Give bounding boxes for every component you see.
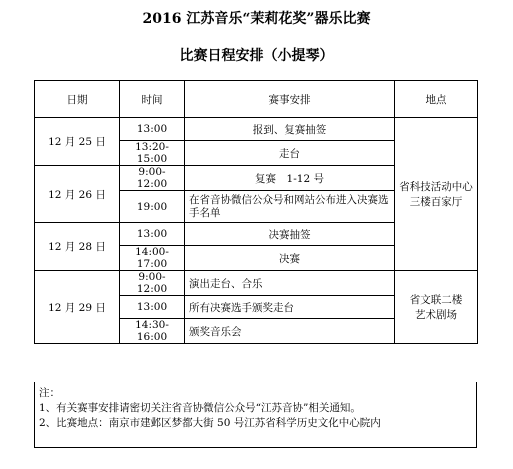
time-cell: 9:00-12:00 [120, 166, 185, 191]
header-schedule: 赛事安排 [185, 81, 395, 118]
event-cell: 演出走台、合乐 [185, 271, 395, 296]
time-cell: 13:00 [120, 118, 185, 141]
header-time: 时间 [120, 81, 185, 118]
date-cell: 12 月 25 日 [35, 118, 120, 166]
event-cell: 走台 [185, 141, 395, 166]
date-cell: 12 月 26 日 [35, 166, 120, 223]
location-line: 艺术剧场 [415, 309, 457, 321]
date-cell: 12 月 28 日 [35, 223, 120, 271]
event-cell: 决赛抽签 [185, 223, 395, 246]
location-line: 省文联二楼 [409, 294, 463, 306]
table-row [35, 271, 478, 296]
event-cell: 在省音协微信公众号和网站公布进入决赛选手名单 [185, 191, 395, 223]
table-row [35, 118, 478, 141]
note-item: 2、比赛地点：南京市建邺区梦都大街 50 号江苏省科学历史文化中心院内 [39, 417, 381, 429]
time-cell: 14:00-17:00 [120, 246, 185, 271]
time-cell: 19:00 [120, 191, 185, 223]
location-cell [395, 118, 478, 271]
time-cell: 14:30-16:00 [120, 319, 185, 344]
page-subtitle: 比赛日程安排（小提琴） [179, 48, 334, 64]
note-item: 1、有关赛事安排请密切关注省音协微信公众号“江苏音协”相关通知。 [39, 402, 361, 414]
time-cell: 9:00-12:00 [120, 271, 185, 296]
event-cell: 复赛 1-12 号 [185, 166, 395, 191]
schedule-table [34, 80, 478, 344]
event-cell: 报到、复赛抽签 [185, 118, 395, 141]
time-cell: 13:00 [120, 223, 185, 246]
location-cell [395, 271, 478, 344]
header-row [35, 81, 478, 118]
page-title: 2016 江苏音乐“茉莉花奖”器乐比赛 [142, 11, 371, 27]
location-line: 三楼百家厅 [409, 196, 463, 208]
notes-heading: 注： [39, 387, 60, 399]
event-cell: 颁奖音乐会 [185, 319, 395, 344]
location-line: 省科技活动中心 [399, 181, 473, 193]
header-date: 日期 [35, 81, 120, 118]
header-location: 地点 [395, 81, 478, 118]
date-cell: 12 月 29 日 [35, 271, 120, 344]
time-cell: 13:20-15:00 [120, 141, 185, 166]
notes-box [34, 382, 477, 448]
event-cell: 所有决赛选手颁奖走台 [185, 296, 395, 319]
event-cell: 决赛 [185, 246, 395, 271]
time-cell: 13:00 [120, 296, 185, 319]
